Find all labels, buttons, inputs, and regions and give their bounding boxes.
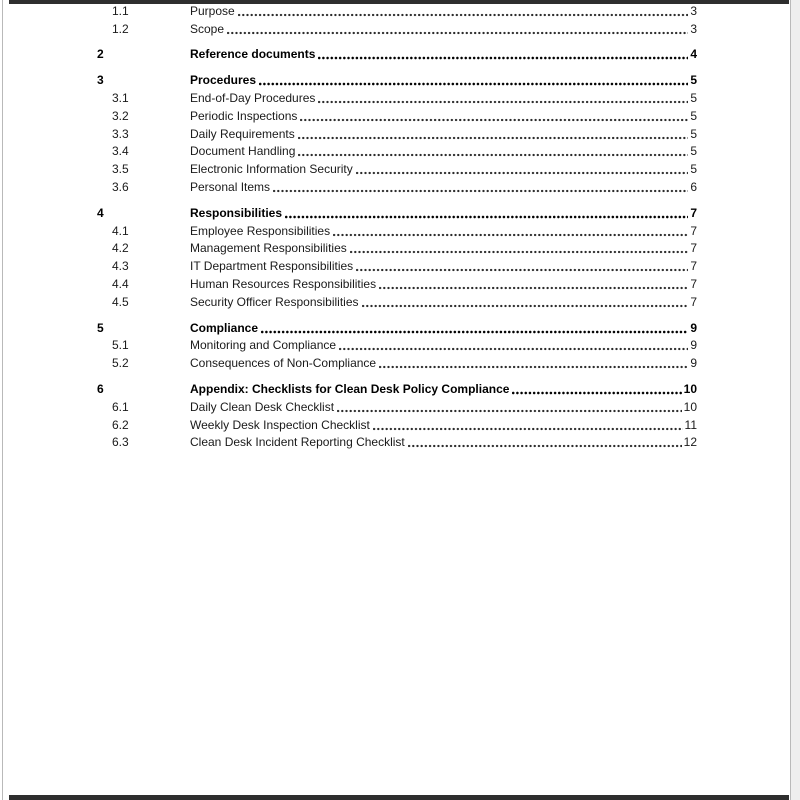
- dot-leader: [356, 268, 688, 272]
- toc-entry-number: 6.2: [112, 417, 129, 432]
- toc-entry-title: Human Resources Responsibilities: [190, 277, 377, 292]
- toc-entry[interactable]: [97, 107, 697, 125]
- table-of-contents: [97, 2, 697, 451]
- toc-entry-title: Electronic Information Security: [190, 162, 353, 177]
- toc-entry-number: 4.2: [112, 241, 129, 256]
- toc-entry-page-number: 5: [690, 162, 697, 177]
- toc-entry[interactable]: [97, 337, 697, 355]
- toc-entry-title: Compliance: [190, 320, 259, 335]
- toc-entry-title: IT Department Responsibilities: [190, 259, 354, 274]
- toc-entry-page-number: 7: [690, 205, 697, 220]
- toc-entry[interactable]: [97, 319, 697, 337]
- toc-entry[interactable]: [97, 416, 697, 434]
- toc-entry-title: Document Handling: [190, 144, 296, 159]
- toc-entry-title: Periodic Inspections: [190, 108, 298, 123]
- toc-entry-number: 4.1: [112, 223, 129, 238]
- toc-entry-title: Weekly Desk Inspection Checklist: [190, 417, 370, 432]
- toc-entry-page-number: 7: [690, 241, 697, 256]
- toc-entry[interactable]: [97, 89, 697, 107]
- toc-entry-title: Consequences of Non-Compliance: [190, 356, 377, 371]
- toc-entry-number: 3.6: [112, 180, 129, 195]
- toc-entry-page-number: 9: [690, 356, 697, 371]
- toc-entry-title: Personal Items: [190, 180, 271, 195]
- page-left-border: [2, 0, 3, 800]
- toc-entry-number: 2: [97, 47, 104, 62]
- toc-entry-number: 6.1: [112, 399, 129, 414]
- toc-entry[interactable]: [97, 2, 697, 20]
- toc-entry-page-number: 9: [690, 338, 697, 353]
- toc-entry[interactable]: [97, 125, 697, 143]
- toc-entry-page-number: 5: [690, 73, 697, 88]
- toc-entry-page-number: 5: [690, 144, 697, 159]
- toc-entry-title: Daily Requirements: [190, 126, 295, 141]
- toc-entry[interactable]: [97, 204, 697, 222]
- toc-entry-page-number: 10: [683, 382, 697, 397]
- dot-leader: [356, 171, 689, 175]
- toc-entry-number: 5.1: [112, 338, 129, 353]
- dot-leader: [298, 153, 688, 157]
- toc-entry-title: Appendix: Checklists for Clean Desk Policy Compliance: [190, 382, 510, 397]
- toc-entry-page-number: 11: [684, 417, 697, 432]
- toc-entry[interactable]: [97, 20, 697, 38]
- toc-entry[interactable]: [97, 398, 697, 416]
- page-gap-bottom: [9, 795, 789, 800]
- dot-leader: [318, 56, 688, 60]
- toc-entry-page-number: 10: [683, 399, 697, 414]
- toc-entry-title: Security Officer Responsibilities: [190, 294, 359, 309]
- dot-leader: [339, 347, 688, 351]
- toc-entry-page-number: 7: [690, 277, 697, 292]
- toc-entry-title: End-of-Day Procedures: [190, 91, 316, 106]
- toc-entry-title: Management Responsibilities: [190, 241, 347, 256]
- toc-entry[interactable]: [97, 178, 697, 196]
- dot-leader: [300, 118, 688, 122]
- dot-leader: [379, 365, 688, 369]
- toc-entry[interactable]: [97, 257, 697, 275]
- toc-entry[interactable]: [97, 143, 697, 161]
- app-background-strip: [791, 0, 800, 800]
- dot-leader: [408, 444, 682, 448]
- toc-entry[interactable]: [97, 434, 697, 452]
- toc-entry-number: 6: [97, 382, 104, 397]
- toc-entry[interactable]: [97, 293, 697, 311]
- toc-entry[interactable]: [97, 222, 697, 240]
- toc-entry-title: Daily Clean Desk Checklist: [190, 399, 335, 414]
- dot-leader: [273, 189, 688, 193]
- dot-leader: [512, 391, 681, 395]
- toc-entry-title: Responsibilities: [190, 205, 283, 220]
- dot-leader: [259, 82, 688, 86]
- toc-entry-number: 3: [97, 73, 104, 88]
- toc-entry-page-number: 3: [690, 3, 697, 18]
- toc-entry-number: 1.1: [112, 3, 129, 18]
- dot-leader: [350, 250, 689, 254]
- dot-leader: [318, 100, 688, 104]
- toc-entry[interactable]: [97, 354, 697, 372]
- toc-entry-page-number: 9: [690, 320, 697, 335]
- toc-entry-page-number: 4: [690, 47, 697, 62]
- toc-entry-number: 4.5: [112, 294, 129, 309]
- toc-entry-number: 5.2: [112, 356, 129, 371]
- toc-entry-page-number: 5: [690, 126, 697, 141]
- dot-leader: [333, 233, 688, 237]
- toc-entry-number: 3.4: [112, 144, 129, 159]
- dot-leader: [261, 330, 688, 334]
- toc-entry-title: Procedures: [190, 73, 257, 88]
- toc-entry[interactable]: [97, 275, 697, 293]
- toc-entry-title: Clean Desk Incident Reporting Checklist: [190, 435, 405, 450]
- toc-entry[interactable]: [97, 240, 697, 258]
- toc-entry-number: 5: [97, 320, 104, 335]
- dot-leader: [298, 136, 689, 140]
- toc-entry-page-number: 5: [690, 91, 697, 106]
- dot-leader: [285, 215, 688, 219]
- toc-entry-page-number: 7: [690, 223, 697, 238]
- toc-entry[interactable]: [97, 380, 697, 398]
- toc-entry-number: 6.3: [112, 435, 129, 450]
- toc-entry-number: 3.5: [112, 162, 129, 177]
- toc-entry-number: 4: [97, 205, 104, 220]
- dot-leader: [373, 427, 683, 431]
- page-right-border: [790, 0, 791, 800]
- toc-entry-page-number: 3: [690, 21, 697, 36]
- toc-entry-number: 3.1: [112, 91, 129, 106]
- toc-entry-number: 3.3: [112, 126, 129, 141]
- toc-entry-title: Purpose: [190, 3, 235, 18]
- toc-entry-number: 3.2: [112, 108, 129, 123]
- toc-entry-title: Scope: [190, 21, 225, 36]
- toc-entry[interactable]: [97, 71, 697, 89]
- dot-leader: [337, 409, 682, 413]
- toc-entry[interactable]: [97, 46, 697, 64]
- toc-entry-number: 4.3: [112, 259, 129, 274]
- toc-entry-title: Reference documents: [190, 47, 316, 62]
- toc-entry-page-number: 5: [690, 108, 697, 123]
- toc-entry-page-number: 6: [690, 180, 697, 195]
- toc-entry-page-number: 12: [683, 435, 697, 450]
- dot-leader: [379, 286, 688, 290]
- toc-entry-number: 1.2: [112, 21, 129, 36]
- toc-entry-title: Monitoring and Compliance: [190, 338, 337, 353]
- dot-leader: [362, 304, 689, 308]
- toc-entry[interactable]: [97, 160, 697, 178]
- toc-entry-page-number: 7: [690, 259, 697, 274]
- toc-entry-number: 4.4: [112, 277, 129, 292]
- dot-leader: [227, 31, 688, 35]
- toc-entry-title: Employee Responsibilities: [190, 223, 331, 238]
- toc-entry-page-number: 7: [690, 294, 697, 309]
- dot-leader: [238, 13, 689, 17]
